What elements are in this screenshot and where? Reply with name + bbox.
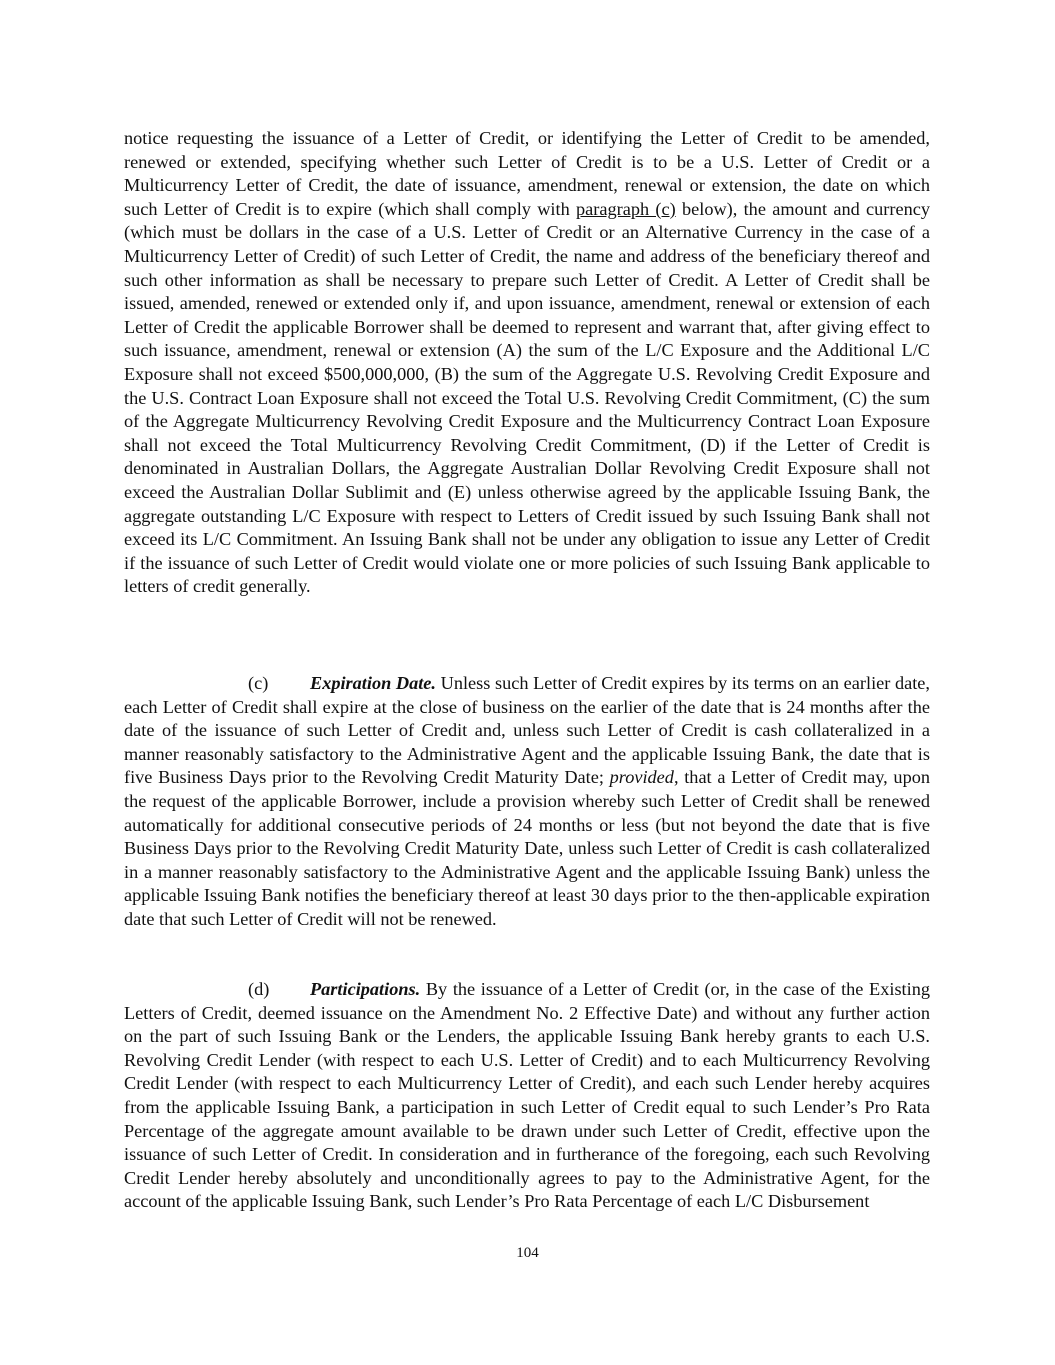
section-label: (d) (248, 979, 270, 999)
emphasis-term: provided (609, 767, 674, 788)
section-c-expiration-date (124, 672, 930, 932)
section-label: (c) (248, 673, 269, 693)
section-heading: Expiration Date. (310, 673, 436, 693)
section-d-participations (124, 978, 930, 1214)
paragraph-text: , that a Letter of Credit may, upon the request of the applicable Borrower, include a provision whereby such Letter of Credit shall be renewed automatically for additional consecutive periods of 24 months or less (but not beyond the date that is five Business Days prior to the Revolving Credit Maturity Date, unless such Letter of Credit is cash collateralized in a manner reasonably satisfactory to the Administrative Agent and the applicable Issuing Bank) unless the applicable Issuing Bank notifies the beneficiary thereof at least 30 days prior to the then-applicable expiration date that such Letter of Credit will not be renewed. (124, 767, 930, 929)
paragraph-c-reference: paragraph (c) (576, 198, 676, 219)
paragraph-text: By the issuance of a Letter of Credit (or, in the case of the Existing Letters of Credit, deemed issuance on the Amendment No. 2 Effective Date) and without any further action on the part of such Issuing Bank or the Lenders, the applicable Issuing Bank hereby grants to each U.S. Revolving Credit Lender (with respect to each U.S. Letter of Credit) and to each Multicurrency Revolving Credit Lender (with respect to each Multicurrency Letter of Credit), and each such Lender hereby acquires from the applicable Issuing Bank, a participation in such Letter of Credit equal to such Lender’s Pro Rata Percentage of the aggregate amount available to be drawn under such Letter of Credit, effective upon the issuance of such Letter of Credit. In consideration and in furtherance of the foregoing, each such Revolving Credit Lender hereby absolutely and unconditionally agrees to pay to the Administrative Agent, for the account of the applicable Issuing Bank, such Lender’s Pro Rata Percentage of each L/C Disbursement (124, 979, 930, 1212)
paragraph-text: below), the amount and currency (which must be dollars in the case of a U.S. Letter of Credit or an Alternative Currency in the case of a Multicurrency Letter of Credit) of such Letter of Credit, the name and address of the beneficiary thereof and such other information as shall be necessary to prepare such Letter of Credit. A Letter of Credit shall be issued, amended, renewed or extended only if, and upon issuance, amendment, renewal or extension of each Letter of Credit the applicable Borrower shall be deemed to represent and warrant that, after giving effect to such issuance, amendment, renewal or extension (A) the sum of the L/C Exposure and the Additional L/C Exposure shall not exceed $500,000,000, (B) the sum of the Aggregate U.S. Revolving Credit Exposure and the U.S. Contract Loan Exposure shall not exceed the Total U.S. Revolving Credit Commitment, (C) the sum of the Aggregate Multicurrency Revolving Credit Exposure and the Multicurrency Contract Loan Exposure shall not exceed the Total Multicurrency Revolving Credit Commitment, (D) if the Letter of Credit is denominated in Australian Dollars, the Aggregate Australian Dollar Revolving Credit Exposure shall not exceed the Australian Dollar Sublimit and (E) unless otherwise agreed by the applicable Issuing Bank, the aggregate outstanding L/C Exposure with respect to Letters of Credit issued by such Issuing Bank shall not exceed its L/C Commitment. An Issuing Bank shall not be under any obligation to issue any Letter of Credit if the issuance of such Letter of Credit would violate one or more policies of such Issuing Bank applicable to letters of credit generally. (124, 198, 930, 597)
paragraph-notice-requirements (124, 127, 930, 599)
page-number: 104 (516, 1245, 539, 1261)
paragraph-text: notice requesting the issuance of a Letter of Credit, or identifying the Letter of Credit to be amended, renewed or extended, specifying whether such Letter of Credit is to be a U.S. Letter of Credit or a Multicurrency Letter of Credit, the date of issuance, amendment, renewal or extension, the date on which such Letter of Credit is to expire (which shall comply with (124, 128, 930, 219)
paragraph-text: Unless such Letter of Credit expires by its terms on an earlier date, each Letter of Credit shall expire at the close of business on the earlier of the date that is 24 months after the date of the issuance of such Letter of Credit and, unless such Letter of Credit is cash collateralized in a manner reasonably satisfactory to the Administrative Agent and the applicable Issuing Bank, the date that is five Business Days prior to the Revolving Credit Maturity Date; (124, 673, 930, 788)
section-heading: Participations. (310, 979, 421, 999)
